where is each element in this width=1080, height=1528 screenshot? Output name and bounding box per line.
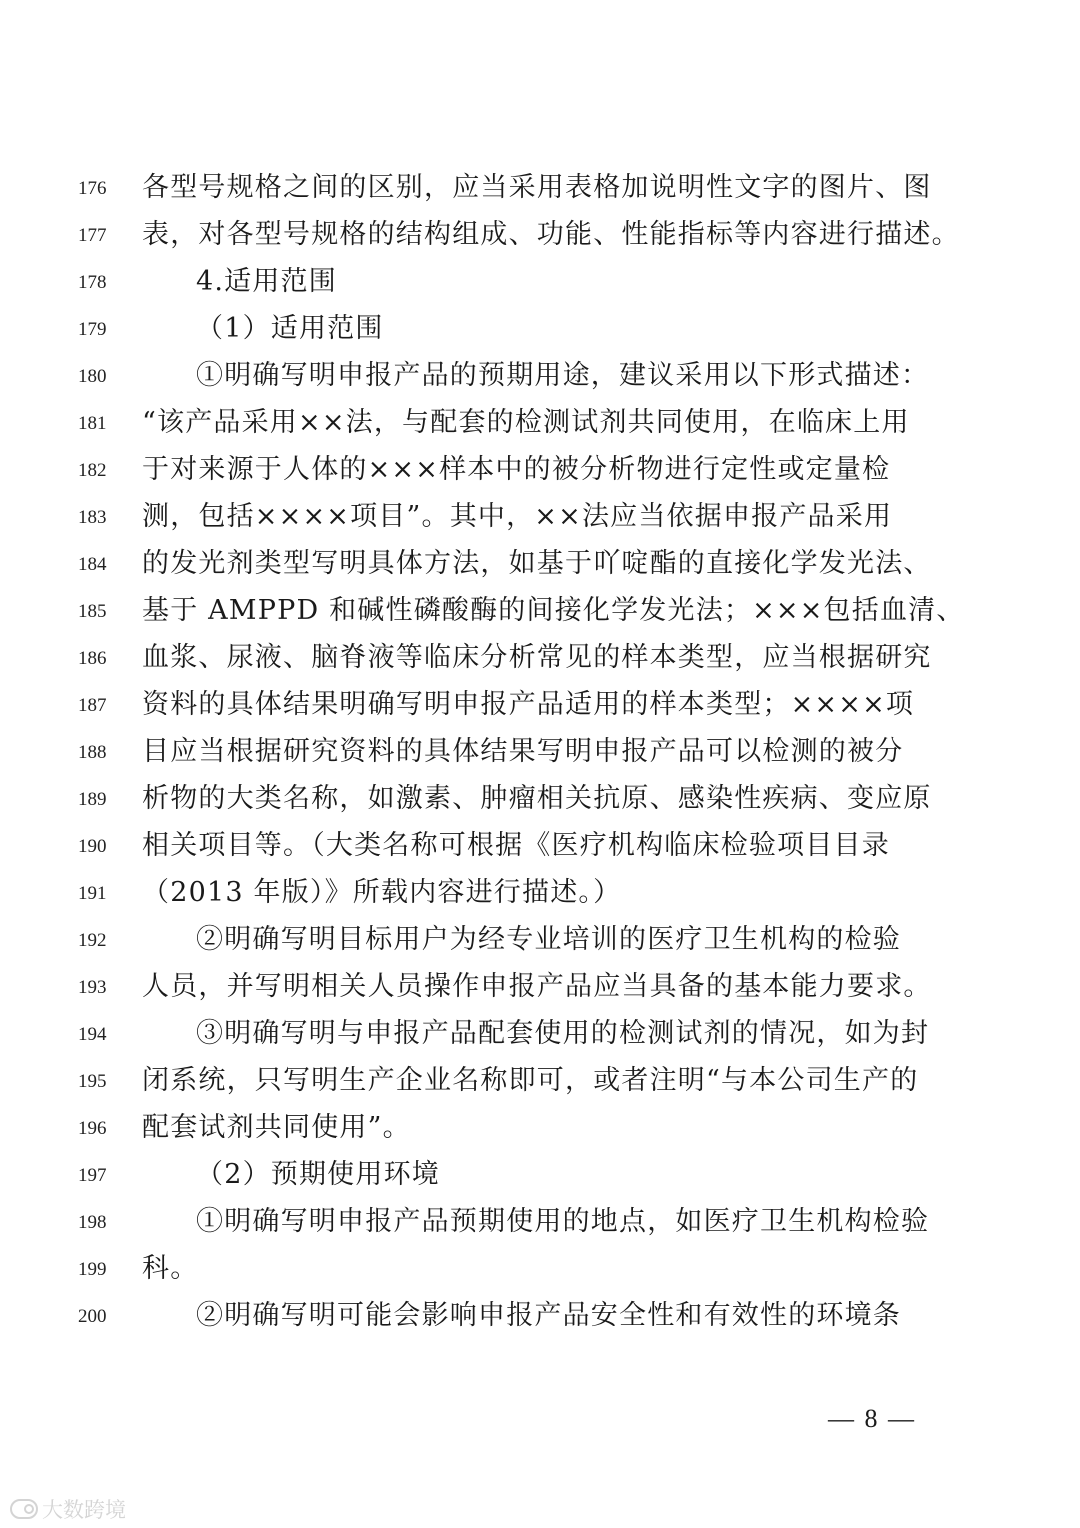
line-number: 176 <box>78 178 107 199</box>
line-text: 资料的具体结果明确写明申报产品适用的样本类型；××××项 <box>142 689 915 720</box>
line-number: 188 <box>78 742 107 763</box>
line-number: 200 <box>78 1306 107 1327</box>
line-number: 199 <box>78 1259 107 1280</box>
text-line <box>0 258 1080 305</box>
text-line <box>0 493 1080 540</box>
text-line <box>0 634 1080 681</box>
line-text: ②明确写明目标用户为经专业培训的医疗卫生机构的检验 <box>196 924 901 955</box>
text-line <box>0 352 1080 399</box>
line-text: 析物的大类名称，如激素、肿瘤相关抗原、感染性疾病、变应原 <box>142 783 932 814</box>
text-line <box>0 728 1080 775</box>
line-number: 180 <box>78 366 107 387</box>
text-line <box>0 916 1080 963</box>
line-text: （2013 年版）》所载内容进行描述。） <box>142 877 622 908</box>
line-text: ②明确写明可能会影响申报产品安全性和有效性的环境条 <box>196 1300 901 1331</box>
watermark-logo-icon <box>10 1499 38 1519</box>
text-line <box>0 1292 1080 1339</box>
line-text: 基于 AMPPD 和碱性磷酸酶的间接化学发光法；×××包括血清、 <box>142 595 965 626</box>
text-line <box>0 540 1080 587</box>
text-line <box>0 1057 1080 1104</box>
line-number: 193 <box>78 977 107 998</box>
line-number: 195 <box>78 1071 107 1092</box>
watermark <box>10 1494 126 1524</box>
line-number: 186 <box>78 648 107 669</box>
text-line <box>0 681 1080 728</box>
text-line <box>0 164 1080 211</box>
section-heading: 4.适用范围 <box>196 266 337 297</box>
line-text: 测，包括××××项目”。其中，××法应当依据申报产品采用 <box>142 501 893 532</box>
line-number: 194 <box>78 1024 107 1045</box>
text-line <box>0 1198 1080 1245</box>
line-number: 187 <box>78 695 107 716</box>
line-number: 198 <box>78 1212 107 1233</box>
line-text: 血浆、尿液、脑脊液等临床分析常见的样本类型，应当根据研究 <box>142 642 932 673</box>
line-number: 178 <box>78 272 107 293</box>
text-line <box>0 822 1080 869</box>
line-text: 科。 <box>142 1253 199 1284</box>
text-line <box>0 1245 1080 1292</box>
text-line <box>0 399 1080 446</box>
line-text: 配套试剂共同使用”。 <box>142 1112 411 1143</box>
text-line <box>0 305 1080 352</box>
line-number: 196 <box>78 1118 107 1139</box>
text-line <box>0 869 1080 916</box>
line-number: 192 <box>78 930 107 951</box>
line-text: 相关项目等。（大类名称可根据《医疗机构临床检验项目目录 <box>142 830 890 861</box>
line-number: 197 <box>78 1165 107 1186</box>
line-number: 184 <box>78 554 107 575</box>
line-text: 各型号规格之间的区别，应当采用表格加说明性文字的图片、图 <box>142 172 932 203</box>
line-text: ①明确写明申报产品的预期用途，建议采用以下形式描述： <box>196 360 930 391</box>
line-number: 182 <box>78 460 107 481</box>
text-line <box>0 1010 1080 1057</box>
line-text: ③明确写明与申报产品配套使用的检测试剂的情况，如为封 <box>196 1018 930 1049</box>
line-number: 185 <box>78 601 107 622</box>
subsection-heading: （1）适用范围 <box>196 313 384 344</box>
text-line <box>0 775 1080 822</box>
line-number: 190 <box>78 836 107 857</box>
line-text: 目应当根据研究资料的具体结果写明申报产品可以检测的被分 <box>142 736 904 767</box>
line-text: 的发光剂类型写明具体方法，如基于吖啶酯的直接化学发光法、 <box>142 548 932 579</box>
text-line <box>0 963 1080 1010</box>
text-line <box>0 446 1080 493</box>
line-text: 于对来源于人体的×××样本中的被分析物进行定性或定量检 <box>142 454 891 485</box>
line-text: ①明确写明申报产品预期使用的地点，如医疗卫生机构检验 <box>196 1206 930 1237</box>
line-number: 181 <box>78 413 107 434</box>
page-number: — 8 — <box>828 1404 916 1433</box>
line-number: 177 <box>78 225 107 246</box>
line-number: 179 <box>78 319 107 340</box>
line-text: 人员，并写明相关人员操作申报产品应当具备的基本能力要求。 <box>142 971 932 1002</box>
line-number: 191 <box>78 883 107 904</box>
line-number: 189 <box>78 789 107 810</box>
text-line <box>0 211 1080 258</box>
watermark-text: 大数跨境 <box>42 1498 126 1522</box>
line-text: “该产品采用××法，与配套的检测试剂共同使用，在临床上用 <box>142 407 910 438</box>
line-number: 183 <box>78 507 107 528</box>
subsection-heading: （2）预期使用环境 <box>196 1159 440 1190</box>
text-line <box>0 1104 1080 1151</box>
line-text: 闭系统，只写明生产企业名称即可，或者注明“与本公司生产的 <box>142 1065 919 1096</box>
text-line <box>0 587 1080 634</box>
text-line <box>0 1151 1080 1198</box>
line-text: 表，对各型号规格的结构组成、功能、性能指标等内容进行描述。 <box>142 219 960 250</box>
